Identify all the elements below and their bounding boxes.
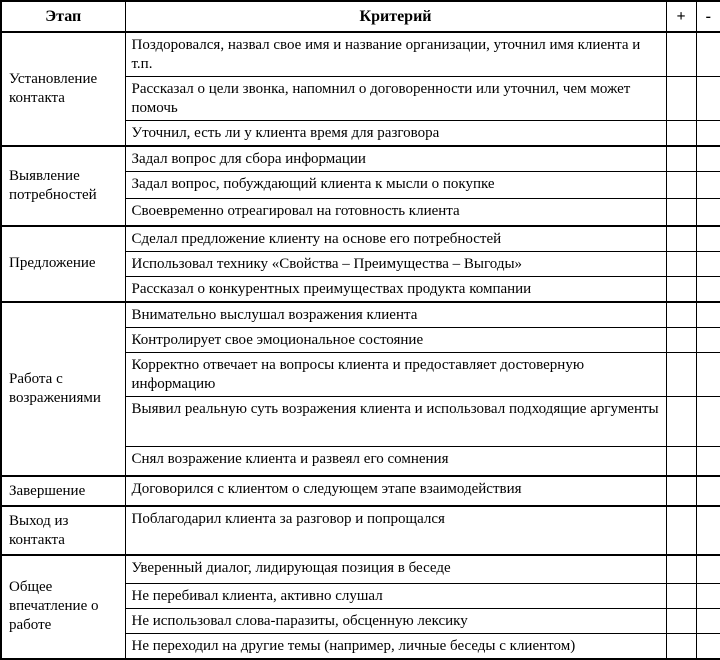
criterion-cell: Договорился с клиентом о следующем этапе взаимодействия xyxy=(125,476,666,506)
table-header xyxy=(1,1,720,32)
minus-mark-cell xyxy=(696,633,720,659)
header-stage: Этап xyxy=(1,1,125,32)
table-row xyxy=(1,226,720,252)
header-minus: - xyxy=(696,1,720,32)
table-row xyxy=(1,32,720,77)
plus-mark-cell xyxy=(666,226,696,252)
minus-mark-cell xyxy=(696,172,720,199)
stage-cell: Общее впечатление о работе xyxy=(1,555,125,659)
minus-mark-cell xyxy=(696,276,720,302)
plus-mark-cell xyxy=(666,608,696,633)
criterion-cell: Задал вопрос, побуждающий клиента к мысли о покупке xyxy=(125,172,666,199)
criterion-cell: Рассказал о цели звонка, напомнил о договоренности или уточнил, чем может помочь xyxy=(125,77,666,121)
minus-mark-cell xyxy=(696,226,720,252)
plus-mark-cell xyxy=(666,146,696,172)
criterion-cell: Внимательно выслушал возражения клиента xyxy=(125,302,666,328)
stage-cell: Выход из контакта xyxy=(1,506,125,555)
minus-mark-cell xyxy=(696,396,720,446)
plus-mark-cell xyxy=(666,583,696,608)
criterion-cell: Сделал предложение клиенту на основе его потребностей xyxy=(125,226,666,252)
stage-cell: Установление контакта xyxy=(1,32,125,146)
header-plus: + xyxy=(666,1,696,32)
criterion-cell: Корректно отвечает на вопросы клиента и предоставляет достоверную информацию xyxy=(125,352,666,396)
minus-mark-cell xyxy=(696,77,720,121)
plus-mark-cell xyxy=(666,302,696,328)
minus-mark-cell xyxy=(696,327,720,352)
minus-mark-cell xyxy=(696,302,720,328)
criterion-cell: Уточнил, есть ли у клиента время для разговора xyxy=(125,121,666,147)
stage-cell: Предложение xyxy=(1,226,125,302)
plus-mark-cell xyxy=(666,172,696,199)
table-row xyxy=(1,146,720,172)
table-row xyxy=(1,506,720,555)
plus-mark-cell xyxy=(666,276,696,302)
minus-mark-cell xyxy=(696,506,720,555)
minus-mark-cell xyxy=(696,446,720,476)
criterion-cell: Рассказал о конкурентных преимуществах продукта компании xyxy=(125,276,666,302)
plus-mark-cell xyxy=(666,352,696,396)
table-header-row xyxy=(1,1,720,32)
criterion-cell: Задал вопрос для сбора информации xyxy=(125,146,666,172)
table-row xyxy=(1,302,720,328)
criterion-cell: Не перебивал клиента, активно слушал xyxy=(125,583,666,608)
minus-mark-cell xyxy=(696,121,720,147)
criterion-cell: Своевременно отреагировал на готовность клиента xyxy=(125,199,666,226)
stage-cell: Завершение xyxy=(1,476,125,506)
criterion-cell: Контролирует свое эмоциональное состояние xyxy=(125,327,666,352)
plus-mark-cell xyxy=(666,633,696,659)
criterion-cell: Использовал технику «Свойства – Преимущества – Выгоды» xyxy=(125,251,666,276)
plus-mark-cell xyxy=(666,32,696,77)
plus-mark-cell xyxy=(666,396,696,446)
minus-mark-cell xyxy=(696,251,720,276)
table-body xyxy=(1,32,720,659)
plus-mark-cell xyxy=(666,199,696,226)
plus-mark-cell xyxy=(666,506,696,555)
criterion-cell: Поблагодарил клиента за разговор и попрощался xyxy=(125,506,666,555)
minus-mark-cell xyxy=(696,146,720,172)
plus-mark-cell xyxy=(666,121,696,147)
plus-mark-cell xyxy=(666,327,696,352)
plus-mark-cell xyxy=(666,555,696,583)
plus-mark-cell xyxy=(666,446,696,476)
header-criterion: Критерий xyxy=(125,1,666,32)
minus-mark-cell xyxy=(696,476,720,506)
plus-mark-cell xyxy=(666,476,696,506)
criterion-cell: Выявил реальную суть возражения клиента и использовал подходящие аргументы xyxy=(125,396,666,446)
minus-mark-cell xyxy=(696,352,720,396)
plus-mark-cell xyxy=(666,251,696,276)
table-row xyxy=(1,555,720,583)
minus-mark-cell xyxy=(696,608,720,633)
minus-mark-cell xyxy=(696,199,720,226)
criterion-cell: Уверенный диалог, лидирующая позиция в беседе xyxy=(125,555,666,583)
minus-mark-cell xyxy=(696,583,720,608)
stage-cell: Выявление потребностей xyxy=(1,146,125,226)
criterion-cell: Не переходил на другие темы (например, личные беседы с клиентом) xyxy=(125,633,666,659)
criterion-cell: Снял возражение клиента и развеял его сомнения xyxy=(125,446,666,476)
table-row xyxy=(1,476,720,506)
stage-cell: Работа с возражениями xyxy=(1,302,125,477)
minus-mark-cell xyxy=(696,32,720,77)
criterion-cell: Не использовал слова-паразиты, обсценную лексику xyxy=(125,608,666,633)
plus-mark-cell xyxy=(666,77,696,121)
minus-mark-cell xyxy=(696,555,720,583)
criterion-cell: Поздоровался, назвал свое имя и название организации, уточнил имя клиента и т.п. xyxy=(125,32,666,77)
